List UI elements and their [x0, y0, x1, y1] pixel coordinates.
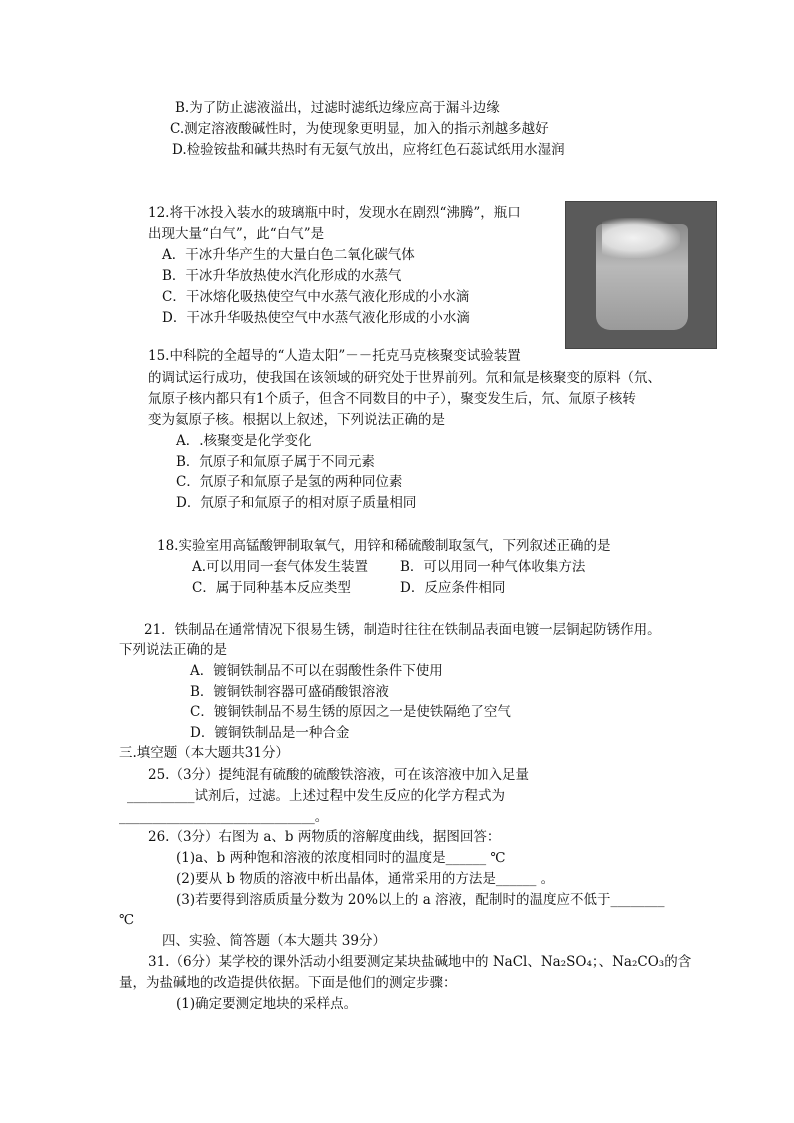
q26-sub3-unit: ℃ — [119, 912, 135, 928]
q15-option-a: A．.核聚变是化学变化 — [176, 433, 312, 449]
q26-sub1: (1)a、b 两种饱和溶液的浓度相同时的温度是______ ℃ — [176, 850, 506, 866]
q26-sub3: (3)若要得到溶质质量分数为 20%以上的 a 溶液，配制时的温度应不低于________ — [176, 892, 665, 908]
q15-stem-line2: 的调试运行成功，使我国在该领域的研究处于世界前列。氘和氚是核聚变的原料（氘、 — [148, 370, 661, 386]
white-fog-shape — [602, 218, 680, 258]
q21-option-b: B．镀铜铁制容器可盛硝酸银溶液 — [190, 684, 389, 700]
q15-stem-line3: 氚原子核内都只有1个质子，但含不同数目的中子），聚变发生后，氘、氚原子核转 — [148, 391, 636, 407]
q15-option-d: D．氘原子和氚原子的相对原子质量相同 — [176, 495, 417, 511]
q18-option-c: C．属于同种基本反应类型 — [192, 580, 351, 596]
q12-stem-line2: 出现大量“白气”，此“白气”是 — [148, 226, 325, 242]
q12-option-d: D．干冰升华吸热使空气中水蒸气液化形成的小水滴 — [162, 310, 470, 326]
q18-option-d: D．反应条件相同 — [400, 580, 506, 596]
q15-option-c: C．氘原子和氚原子是氢的两种同位素 — [176, 474, 403, 490]
q21-stem-line1: 21．铁制品在通常情况下很易生锈，制造时往往在铁制品表面电镀一层铜起防锈作用。 — [144, 622, 661, 638]
q18-stem: 18.实验室用高锰酸钾制取氧气，用锌和稀硫酸制取氢气，下列叙述正确的是 — [157, 538, 611, 554]
q15-option-b: B．氘原子和氚原子属于不同元素 — [176, 454, 375, 470]
q31-stem-line2: 量，为盐碱地的改造提供依据。下面是他们的测定步骤： — [119, 975, 457, 991]
q26-sub2: (2)要从 b 物质的溶液中析出晶体，通常采用的方法是______ 。 — [176, 871, 555, 887]
q21-stem-line2: 下列说法正确的是 — [119, 642, 227, 658]
q12-stem-line1: 12.将干冰投入装水的玻璃瓶中时，发现水在剧烈“沸腾”，瓶口 — [148, 205, 521, 221]
q31-stem-line1: 31.（6分）某学校的课外活动小组要测定某块盐碱地中的 NaCl、Na₂SO₄；、Na₂CO₃的含 — [148, 954, 692, 970]
q12-option-a: A．干冰升华产生的大量白色二氧化碳气体 — [162, 247, 415, 263]
q21-option-d: D．镀铜铁制品是一种合金 — [190, 725, 350, 741]
q15-stem-line1: 15.中科院的全超导的“人造太阳”－－托克马克核聚变试验装置 — [148, 348, 521, 364]
q25-stem-line1: 25.（3分）提纯混有硫酸的硫酸铁溶液，可在该溶液中加入足量 — [148, 767, 530, 783]
q11-option-d: D.检验铵盐和碱共热时有无氨气放出，应将红色石蕊试纸用水湿润 — [172, 142, 565, 158]
q12-option-c: C．干冰熔化吸热使空气中水蒸气液化形成的小水滴 — [162, 289, 470, 305]
section3-heading: 三.填空题（本大题共31分） — [119, 745, 289, 761]
dry-ice-bottle-photo — [565, 201, 717, 349]
q15-stem-line4: 变为氦原子核。根据以上叙述，下列说法正确的是 — [148, 412, 445, 428]
q11-option-c: C.测定溶液酸碱性时，为使现象更明显，加入的指示剂越多越好 — [170, 121, 549, 137]
q11-option-b: B.为了防止滤液溢出，过滤时滤纸边缘应高于漏斗边缘 — [175, 100, 500, 116]
q26-stem: 26.（3分）右图为 a、b 两物质的溶解度曲线，据图回答： — [148, 829, 501, 845]
section4-heading: 四、实验、简答题（本大题共 39分） — [162, 933, 386, 949]
q25-stem-line2: __________试剂后，过滤。上述过程中发生反应的化学方程式为 — [127, 788, 505, 804]
q21-option-a: A．镀铜铁制品不可以在弱酸性条件下使用 — [190, 663, 443, 679]
q21-option-c: C．镀铜铁制品不易生锈的原因之一是使铁隔绝了空气 — [190, 704, 511, 720]
q25-stem-line3: _____________________________。 — [119, 809, 329, 825]
q18-option-a: A.可以用同一套气体发生装置 — [192, 559, 369, 575]
q12-option-b: B．干冰升华放热使水汽化形成的水蒸气 — [162, 268, 402, 284]
q18-option-b: B．可以用同一种气体收集方法 — [400, 559, 586, 575]
q31-step1: (1)确定要测定地块的采样点。 — [176, 996, 358, 1012]
